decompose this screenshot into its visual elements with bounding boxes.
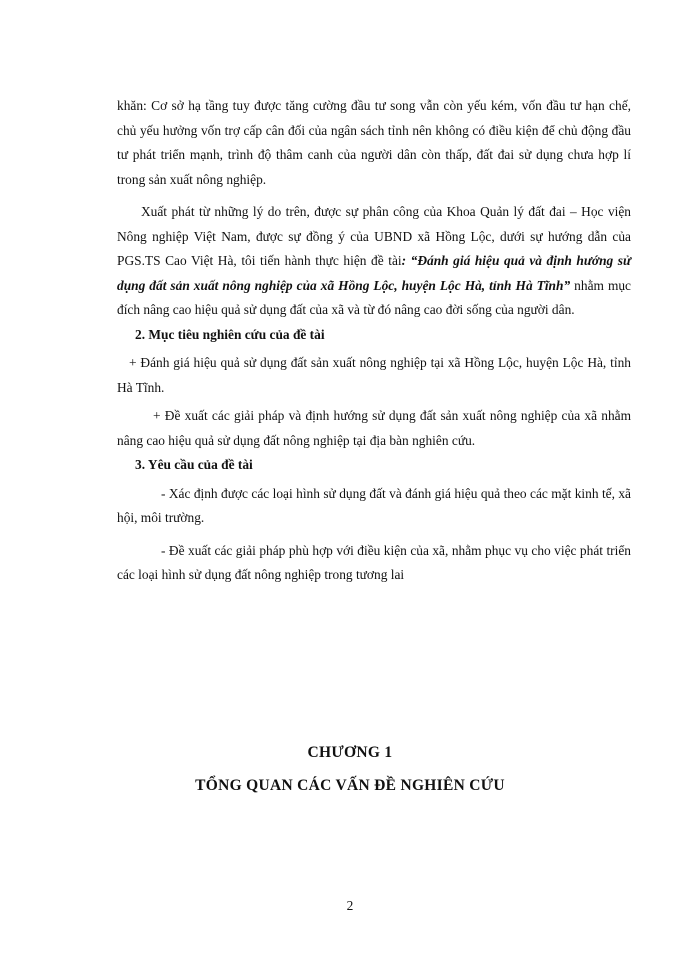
requirement-item: - Đề xuất các giải pháp phù hợp với điều kiện của xã, nhằm phục vụ cho việc phát triển các loại hình sử dụng đất nông nghiệp trong tương lai	[117, 542, 631, 582]
objective-item: + Đề xuất các giải pháp và định hướng sử dụng đất sản xuất nông nghiệp của xã nhằm nâng cao hiệu quả sử dụng đất nông nghiệp tại địa bàn nghiên cứu.	[117, 408, 631, 448]
paragraph-intro: khăn: Cơ sở hạ tầng tuy được tăng cường đầu tư song vẫn còn yếu kém, vốn đầu tư hạn chế, chủ yếu hưởng vốn trợ cấp cân đối của ngân sách tỉnh nên không có điều kiện để chủ động đầu tư phát triển mạnh, trình độ thâm canh của người dân còn thấp, đất đai sử dụng chưa hợp lí trong sản xuất nông nghiệp.	[117, 98, 631, 187]
chapter-label: CHƯƠNG 1	[307, 744, 393, 761]
page-number: 2	[346, 898, 354, 913]
section-heading-requirements: 3. Yêu cầu của đề tài	[135, 457, 253, 472]
objective-item: + Đánh giá hiệu quả sử dụng đất sản xuất nông nghiệp tại xã Hồng Lộc, huyện Lộc Hà, tỉnh Hà Tĩnh.	[117, 355, 631, 395]
chapter-title: TỔNG QUAN CÁC VẤN ĐỀ NGHIÊN CỨU	[195, 777, 505, 794]
paragraph-reason-tail: nhằm mục đích nâng cao hiệu quả sử dụng đất của xã và từ đó nâng cao đời sống của người dân.	[117, 277, 631, 317]
paragraph-reason-text: Xuất phát từ những lý do trên, được sự phân công của Khoa Quản lý đất đai – Học viện Nông nghiệp Việt Nam, được sự đồng ý của UBND xã Hồng Lộc, dưới sự hướng dẫn của PGS.TS Cao Việt Hà, tôi tiến hành thực hiện đề tài	[117, 204, 631, 268]
section-heading-objectives: 2. Mục tiêu nghiên cứu của đề tài	[135, 326, 325, 342]
body-text	[117, 94, 631, 588]
paragraph-reason	[117, 200, 631, 323]
requirement-item: - Xác định được các loại hình sử dụng đất và đánh giá hiệu quả theo các mặt kinh tế, xã hội, môi trường.	[117, 485, 631, 525]
thesis-title: : “Đánh giá hiệu quả và định hướng sử dụng đất sản xuất nông nghiệp của xã Hồng Lộc, huyện Lộc Hà, tỉnh Hà Tĩnh”	[117, 253, 632, 293]
